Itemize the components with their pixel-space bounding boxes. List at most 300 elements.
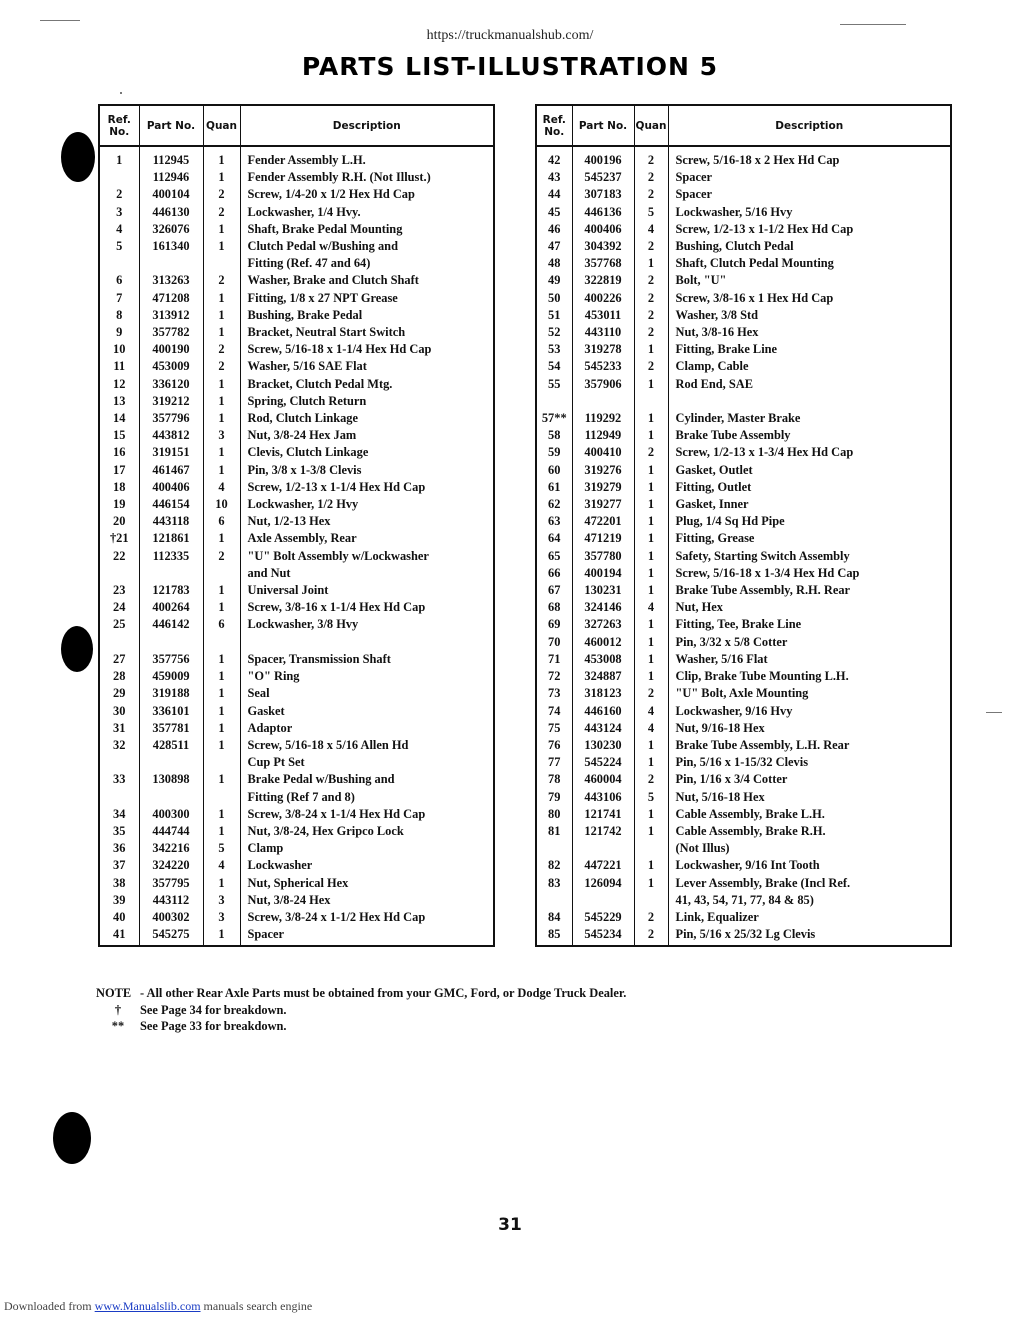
description-cell: Washer, Brake and Clutch Shaft [240,272,494,289]
description-cell: Cable Assembly, Brake L.H. [668,806,951,823]
quantity-cell: 6 [203,513,240,530]
quantity-cell: 1 [634,341,668,358]
ref-cell: 33 [99,771,139,788]
ref-cell: 29 [99,685,139,702]
table-row [99,616,494,633]
ref-cell: 9 [99,324,139,341]
quantity-cell: 1 [203,376,240,393]
description-cell: Fitting, Outlet [668,479,951,496]
part-number-cell: 545234 [572,926,634,946]
ref-cell: 45 [536,204,572,221]
table-row [99,272,494,289]
table-row [536,186,951,203]
ref-cell: 3 [99,204,139,221]
part-number-cell: 446136 [572,204,634,221]
quantity-cell: 1 [634,668,668,685]
quantity-cell: 1 [634,427,668,444]
quantity-cell [634,892,668,909]
table-row [99,221,494,238]
table-row [536,462,951,479]
table-row [536,789,951,806]
quantity-cell: 1 [203,324,240,341]
ref-cell: 74 [536,703,572,720]
ref-cell [536,393,572,410]
description-cell: Screw, 5/16-18 x 1-3/4 Hex Hd Cap [668,565,951,582]
description-cell: Nut, 5/16-18 Hex [668,789,951,806]
table-row [99,238,494,255]
ref-cell: 38 [99,875,139,892]
description-cell: Link, Equalizer [668,909,951,926]
quantity-cell: 3 [203,427,240,444]
quantity-cell: 1 [634,496,668,513]
table-row [536,616,951,633]
table-row [99,479,494,496]
ref-cell: 68 [536,599,572,616]
description-cell: Screw, 3/8-16 x 1 Hex Hd Cap [668,290,951,307]
col-quan-header: Quan [634,105,668,146]
table-row [99,926,494,946]
part-number-cell: 336101 [139,703,203,720]
description-cell: Washer, 3/8 Std [668,307,951,324]
part-number-cell: 112946 [139,169,203,186]
quantity-cell: 1 [203,703,240,720]
parts-table-left [98,104,495,947]
table-row [99,307,494,324]
quantity-cell: 2 [634,324,668,341]
description-cell: Spacer [668,186,951,203]
table-row [536,496,951,513]
part-number-cell: 446160 [572,703,634,720]
part-number-cell: 357780 [572,548,634,565]
ref-cell: 10 [99,341,139,358]
table-row [99,427,494,444]
quantity-cell: 1 [634,616,668,633]
download-footer [4,1299,312,1314]
description-cell: Screw, 3/8-16 x 1-1/4 Hex Hd Cap [240,599,494,616]
part-number-cell [139,634,203,651]
description-cell: Bracket, Neutral Start Switch [240,324,494,341]
table-row [536,479,951,496]
description-cell: Shaft, Brake Pedal Mounting [240,221,494,238]
quantity-cell: 2 [203,272,240,289]
ref-cell: 8 [99,307,139,324]
table-row [99,599,494,616]
description-cell: Spacer [668,169,951,186]
ref-cell: 37 [99,857,139,874]
description-cell: Rod, Clutch Linkage [240,410,494,427]
part-number-cell: 324887 [572,668,634,685]
part-number-cell: 357781 [139,720,203,737]
part-number-cell: 357906 [572,376,634,393]
description-cell: Washer, 5/16 Flat [668,651,951,668]
table-row [536,909,951,926]
quantity-cell: 1 [634,462,668,479]
description-cell: Screw, 5/16-18 x 1-1/4 Hex Hd Cap [240,341,494,358]
quantity-cell: 1 [634,410,668,427]
table-row [536,892,951,909]
part-number-cell: 319212 [139,393,203,410]
ref-cell: 46 [536,221,572,238]
description-cell: Nut, 9/16-18 Hex [668,720,951,737]
quantity-cell: 1 [203,146,240,169]
table-row [99,358,494,375]
quantity-cell: 2 [634,186,668,203]
table-row [536,599,951,616]
table-row [536,806,951,823]
quantity-cell: 1 [203,462,240,479]
description-cell: Seal [240,685,494,702]
part-number-cell: 319188 [139,685,203,702]
table-row [536,737,951,754]
description-cell [668,393,951,410]
table-row [99,376,494,393]
manualslib-link[interactable]: www.Manualslib.com [94,1299,201,1313]
description-cell: Universal Joint [240,582,494,599]
ref-cell: 35 [99,823,139,840]
ref-cell: 15 [99,427,139,444]
ref-cell: 50 [536,290,572,307]
ref-cell: 55 [536,376,572,393]
description-cell: Axle Assembly, Rear [240,530,494,547]
footer-suffix: manuals search engine [200,1299,313,1313]
table-row [99,146,494,169]
ref-cell: 83 [536,875,572,892]
part-number-cell: 357782 [139,324,203,341]
description-cell: and Nut [240,565,494,582]
part-number-cell: 545237 [572,169,634,186]
notes-section [96,985,626,1035]
quantity-cell: 1 [634,806,668,823]
table-row [536,410,951,427]
part-number-cell: 336120 [139,376,203,393]
part-number-cell: 453009 [139,358,203,375]
description-cell: Plug, 1/4 Sq Hd Pipe [668,513,951,530]
part-number-cell: 319278 [572,341,634,358]
part-number-cell: 400410 [572,444,634,461]
description-cell: Safety, Starting Switch Assembly [668,548,951,565]
ref-cell: 63 [536,513,572,530]
part-number-cell [139,255,203,272]
ref-cell: 54 [536,358,572,375]
quantity-cell: 1 [634,565,668,582]
quantity-cell: 1 [203,393,240,410]
ref-cell: 72 [536,668,572,685]
table-row [536,668,951,685]
table-row [99,892,494,909]
quantity-cell [203,255,240,272]
part-number-cell: 400104 [139,186,203,203]
source-url: https://truckmanualshub.com/ [426,28,594,43]
table-row [99,806,494,823]
quantity-cell: 2 [634,909,668,926]
quantity-cell: 1 [634,376,668,393]
quantity-cell: 2 [634,771,668,788]
part-number-cell: 400196 [572,146,634,169]
ref-cell: 31 [99,720,139,737]
description-cell: Cup Pt Set [240,754,494,771]
part-number-cell: 400302 [139,909,203,926]
quantity-cell: 1 [634,875,668,892]
part-number-cell: 400406 [572,221,634,238]
table-row [99,823,494,840]
description-cell: Fitting, Grease [668,530,951,547]
ref-cell: 40 [99,909,139,926]
ref-cell: 25 [99,616,139,633]
quantity-cell: 1 [634,479,668,496]
part-number-cell: 112335 [139,548,203,565]
description-cell: Screw, 3/8-24 x 1-1/2 Hex Hd Cap [240,909,494,926]
table-row [536,685,951,702]
ref-cell [99,754,139,771]
table-row [536,823,951,840]
table-row [536,272,951,289]
part-number-cell: 319279 [572,479,634,496]
ref-cell: 36 [99,840,139,857]
quantity-cell: 2 [203,204,240,221]
table-row [536,290,951,307]
table-row [99,186,494,203]
quantity-cell: 1 [634,255,668,272]
ref-cell: 41 [99,926,139,946]
ref-cell: 1 [99,146,139,169]
description-cell: Bushing, Clutch Pedal [668,238,951,255]
quantity-cell: 2 [634,444,668,461]
table-row [99,530,494,547]
quantity-cell: 1 [203,530,240,547]
dagger-note-text: See Page 34 for breakdown. [140,1002,287,1017]
description-cell: 41, 43, 54, 71, 77, 84 & 85) [668,892,951,909]
description-cell: Lockwasher, 5/16 Hvy [668,204,951,221]
ref-cell: 82 [536,857,572,874]
description-cell: "U" Bolt Assembly w/Lockwasher [240,548,494,565]
ref-cell: 14 [99,410,139,427]
part-number-cell: 319151 [139,444,203,461]
description-cell: Pin, 3/8 x 1-3/8 Clevis [240,462,494,479]
note-label: NOTE [96,986,132,1000]
table-row [99,909,494,926]
description-cell: Fitting (Ref 7 and 8) [240,789,494,806]
part-number-cell: 453008 [572,651,634,668]
description-cell: Spacer, Transmission Shaft [240,651,494,668]
description-cell: Nut, 3/8-24 Hex [240,892,494,909]
table-row [536,204,951,221]
ref-cell: 66 [536,565,572,582]
description-cell: Bolt, "U" [668,272,951,289]
part-number-cell: 130231 [572,582,634,599]
ref-cell: 64 [536,530,572,547]
punch-hole-middle [61,626,93,672]
table-row [536,146,951,169]
quantity-cell: 1 [203,221,240,238]
table-row [536,358,951,375]
table-row [99,393,494,410]
description-cell: Lockwasher, 3/8 Hvy [240,616,494,633]
part-number-cell: 443124 [572,720,634,737]
part-number-cell: 545233 [572,358,634,375]
ref-cell: 79 [536,789,572,806]
ref-cell: 32 [99,737,139,754]
description-cell [240,634,494,651]
table-row [536,444,951,461]
ref-cell: 48 [536,255,572,272]
table-row [99,840,494,857]
part-number-cell: 121741 [572,806,634,823]
description-cell: Fitting, Brake Line [668,341,951,358]
quantity-cell [203,789,240,806]
quantity-cell: 4 [634,221,668,238]
quantity-cell: 4 [634,703,668,720]
table-row [99,462,494,479]
quantity-cell: 1 [203,444,240,461]
table-row [536,513,951,530]
table-row [536,427,951,444]
punch-hole-top [61,132,95,182]
table-row [99,771,494,788]
description-cell: Gasket, Inner [668,496,951,513]
ref-cell: 71 [536,651,572,668]
ref-cell: 61 [536,479,572,496]
quantity-cell: 2 [634,685,668,702]
ref-cell: 19 [99,496,139,513]
part-number-cell: 471219 [572,530,634,547]
part-number-cell: 326076 [139,221,203,238]
quantity-cell [203,754,240,771]
description-cell: Lockwasher [240,857,494,874]
part-number-cell: 357756 [139,651,203,668]
quantity-cell: 5 [203,840,240,857]
part-number-cell: 121783 [139,582,203,599]
description-cell: Screw, 5/16-18 x 2 Hex Hd Cap [668,146,951,169]
ref-cell: 43 [536,169,572,186]
part-number-cell: 443106 [572,789,634,806]
ref-cell: 44 [536,186,572,203]
part-number-cell: 460004 [572,771,634,788]
part-number-cell: 461467 [139,462,203,479]
scan-speck [40,20,80,21]
star-note-text: See Page 33 for breakdown. [140,1019,287,1033]
quantity-cell: 1 [203,651,240,668]
ref-cell [536,840,572,857]
ref-cell: †21 [99,530,139,547]
description-cell: Brake Tube Assembly [668,427,951,444]
table-row [99,255,494,272]
quantity-cell: 3 [203,909,240,926]
description-cell: Screw, 1/2-13 x 1-3/4 Hex Hd Cap [668,444,951,461]
dagger-mark: † [114,1002,122,1017]
description-cell: Gasket, Outlet [668,462,951,479]
description-cell: Pin, 5/16 x 25/32 Lg Clevis [668,926,951,946]
ref-cell: 57** [536,410,572,427]
quantity-cell: 5 [634,204,668,221]
description-cell: Nut, 3/8-24, Hex Gripco Lock [240,823,494,840]
quantity-cell: 10 [203,496,240,513]
table-row [536,255,951,272]
part-number-cell: 357795 [139,875,203,892]
part-number-cell: 400264 [139,599,203,616]
col-part-header: Part No. [572,105,634,146]
ref-cell: 28 [99,668,139,685]
quantity-cell: 1 [203,668,240,685]
quantity-cell: 1 [203,582,240,599]
scan-speck [986,712,1002,713]
table-row [536,169,951,186]
quantity-cell: 2 [634,358,668,375]
part-number-cell: 327263 [572,616,634,633]
ref-cell: 18 [99,479,139,496]
ref-cell: 65 [536,548,572,565]
description-cell: Screw, 1/2-13 x 1-1/2 Hex Hd Cap [668,221,951,238]
table-row [99,754,494,771]
ref-cell: 12 [99,376,139,393]
table-row [536,324,951,341]
description-cell: Lockwasher, 1/4 Hvy. [240,204,494,221]
table-row [99,444,494,461]
ref-cell: 11 [99,358,139,375]
table-row [536,530,951,547]
quantity-cell: 4 [634,720,668,737]
description-cell: Lockwasher, 9/16 Hvy [668,703,951,720]
part-number-cell: 545275 [139,926,203,946]
ref-cell: 30 [99,703,139,720]
table-row [536,651,951,668]
ref-cell [99,565,139,582]
quantity-cell: 4 [203,479,240,496]
star-mark: ** [111,1019,125,1033]
ref-cell: 34 [99,806,139,823]
part-number-cell: 428511 [139,737,203,754]
part-number-cell: 319276 [572,462,634,479]
description-cell: Brake Tube Assembly, R.H. Rear [668,582,951,599]
quantity-cell: 2 [634,169,668,186]
description-cell: Fitting (Ref. 47 and 64) [240,255,494,272]
part-number-cell: 313912 [139,307,203,324]
quantity-cell: 2 [203,341,240,358]
table-row [99,651,494,668]
ref-cell [99,255,139,272]
quantity-cell: 1 [203,806,240,823]
ref-cell: 69 [536,616,572,633]
ref-cell: 51 [536,307,572,324]
part-number-cell: 324146 [572,599,634,616]
ref-cell: 77 [536,754,572,771]
table-row [536,720,951,737]
description-cell: Nut, 3/8-24 Hex Jam [240,427,494,444]
part-number-cell: 453011 [572,307,634,324]
ref-cell: 67 [536,582,572,599]
col-desc-header: Description [668,105,951,146]
part-number-cell: 471208 [139,290,203,307]
ref-cell: 85 [536,926,572,946]
ref-cell: 27 [99,651,139,668]
ref-cell: 52 [536,324,572,341]
description-cell: Brake Pedal w/Bushing and [240,771,494,788]
quantity-cell: 1 [634,634,668,651]
table-row [536,634,951,651]
part-number-cell [139,789,203,806]
part-number-cell: 400194 [572,565,634,582]
scan-speck [840,24,906,25]
part-number-cell: 443112 [139,892,203,909]
table-row [99,204,494,221]
table-row [536,582,951,599]
table-row [536,703,951,720]
description-cell: Cable Assembly, Brake R.H. [668,823,951,840]
table-row [99,789,494,806]
ref-cell: 7 [99,290,139,307]
scan-speck [120,92,122,94]
quantity-cell: 2 [634,146,668,169]
quantity-cell: 1 [203,685,240,702]
